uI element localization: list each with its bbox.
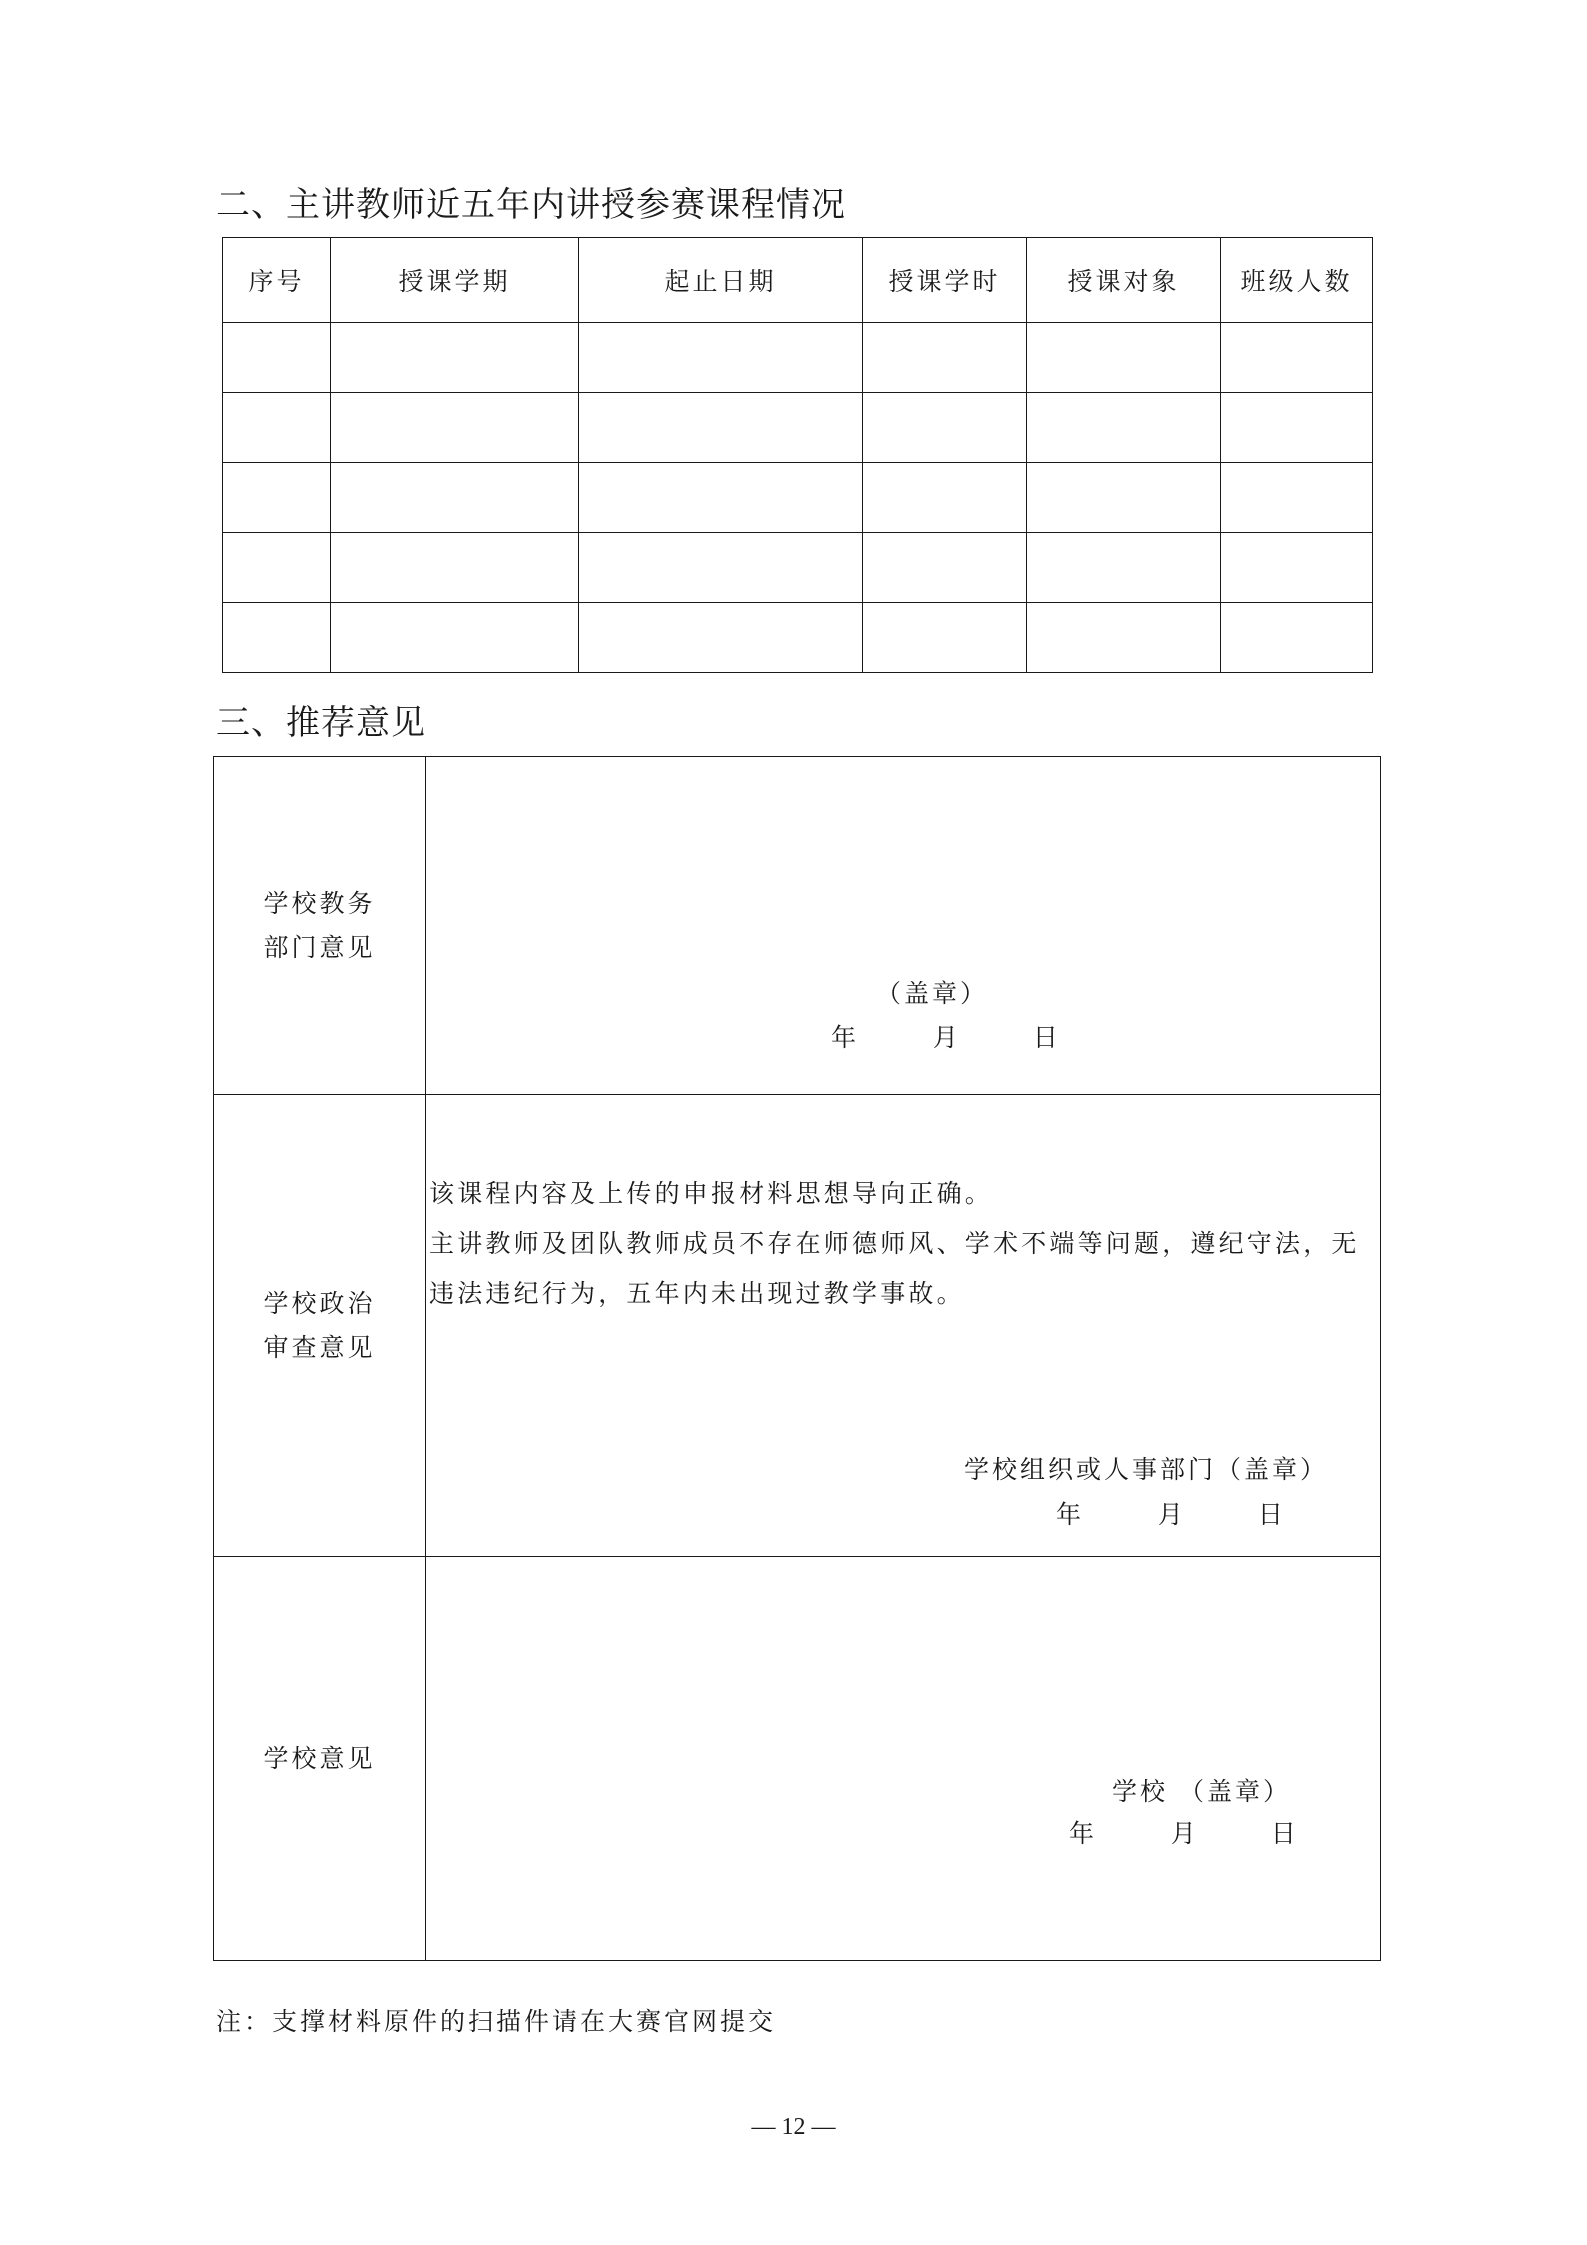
header-class-size: 班级人数: [1221, 238, 1373, 323]
political-text-line2: 主讲教师及团队教师成员不存在师德师风、学术不端等问题，遵纪守法，无违法违纪行为，五年内未出现过教学事故。: [429, 1229, 1360, 1308]
political-label-line2: 审查意见: [263, 1332, 376, 1362]
school-label: 学校意见: [263, 1743, 376, 1773]
political-seal: 学校组织或人事部门（盖章）: [964, 1455, 1329, 1484]
academic-label-line1: 学校教务: [263, 888, 376, 918]
table-cell[interactable]: [579, 533, 863, 603]
table-cell[interactable]: [1221, 323, 1373, 393]
table-cell[interactable]: [1221, 393, 1373, 463]
table-cell[interactable]: [863, 323, 1027, 393]
table-cell[interactable]: [223, 393, 331, 463]
page-number: — 12 —: [751, 2114, 836, 2140]
header-dates: 起止日期: [579, 238, 863, 323]
table-cell[interactable]: [331, 393, 579, 463]
table-row: [223, 323, 1373, 393]
header-index: 序号: [223, 238, 331, 323]
academic-label-line2: 部门意见: [263, 932, 376, 962]
table-row: [223, 603, 1373, 673]
political-opinion-row: [214, 1095, 1381, 1557]
school-opinion-area[interactable]: [426, 1557, 1381, 1961]
table-cell[interactable]: [223, 323, 331, 393]
school-year: 年: [1069, 1819, 1098, 1848]
academic-label-cell: [214, 757, 426, 1095]
table-row: [223, 463, 1373, 533]
table-cell[interactable]: [223, 603, 331, 673]
table-cell[interactable]: [1221, 463, 1373, 533]
school-opinion-row: [214, 1557, 1381, 1961]
academic-opinion-area[interactable]: [426, 757, 1381, 1095]
table-cell[interactable]: [863, 533, 1027, 603]
section2-title: 二、主讲教师近五年内讲授参赛课程情况: [216, 185, 846, 225]
academic-year: 年: [831, 1023, 860, 1052]
table-cell[interactable]: [331, 603, 579, 673]
table-cell[interactable]: [223, 533, 331, 603]
table-cell[interactable]: [1027, 323, 1221, 393]
table-cell[interactable]: [1027, 533, 1221, 603]
header-audience: 授课对象: [1027, 238, 1221, 323]
table-cell[interactable]: [1027, 603, 1221, 673]
political-text-line1: 该课程内容及上传的申报材料思想导向正确。: [429, 1179, 994, 1208]
table-cell[interactable]: [863, 393, 1027, 463]
table-row: [223, 393, 1373, 463]
table-cell[interactable]: [579, 463, 863, 533]
political-text: [429, 1169, 1379, 1319]
academic-seal: （盖章）: [876, 979, 989, 1008]
academic-date: [831, 1018, 1061, 1054]
political-month: 月: [1157, 1500, 1186, 1529]
table-cell[interactable]: [331, 323, 579, 393]
section3-title: 三、推荐意见: [216, 703, 426, 743]
table-cell[interactable]: [1027, 463, 1221, 533]
table-row: [223, 533, 1373, 603]
table-cell[interactable]: [579, 393, 863, 463]
header-term: 授课学期: [331, 238, 579, 323]
school-month: 月: [1170, 1819, 1199, 1848]
political-opinion-area[interactable]: [426, 1095, 1381, 1557]
political-label-line1: 学校政治: [263, 1288, 376, 1318]
political-date: [1056, 1495, 1286, 1531]
school-seal: 学校 （盖章）: [1112, 1777, 1291, 1806]
table-cell[interactable]: [331, 463, 579, 533]
table-cell[interactable]: [1221, 603, 1373, 673]
academic-month: 月: [932, 1023, 961, 1052]
table-header-row: [223, 238, 1373, 323]
political-year: 年: [1056, 1500, 1085, 1529]
school-day: 日: [1270, 1819, 1299, 1848]
course-history-table: [222, 237, 1373, 673]
academic-opinion-row: [214, 757, 1381, 1095]
header-hours: 授课学时: [863, 238, 1027, 323]
recommendation-table: [213, 756, 1381, 1961]
table-cell[interactable]: [863, 603, 1027, 673]
table-cell[interactable]: [223, 463, 331, 533]
political-day: 日: [1257, 1500, 1286, 1529]
footnote: 注：支撑材料原件的扫描件请在大赛官网提交: [216, 2007, 777, 2036]
table-cell[interactable]: [331, 533, 579, 603]
academic-day: 日: [1032, 1023, 1061, 1052]
table-cell[interactable]: [579, 603, 863, 673]
table-cell[interactable]: [863, 463, 1027, 533]
table-cell[interactable]: [579, 323, 863, 393]
table-cell[interactable]: [1027, 393, 1221, 463]
school-label-cell: [214, 1557, 426, 1961]
table-cell[interactable]: [1221, 533, 1373, 603]
political-label-cell: [214, 1095, 426, 1557]
school-date: [1069, 1814, 1299, 1850]
